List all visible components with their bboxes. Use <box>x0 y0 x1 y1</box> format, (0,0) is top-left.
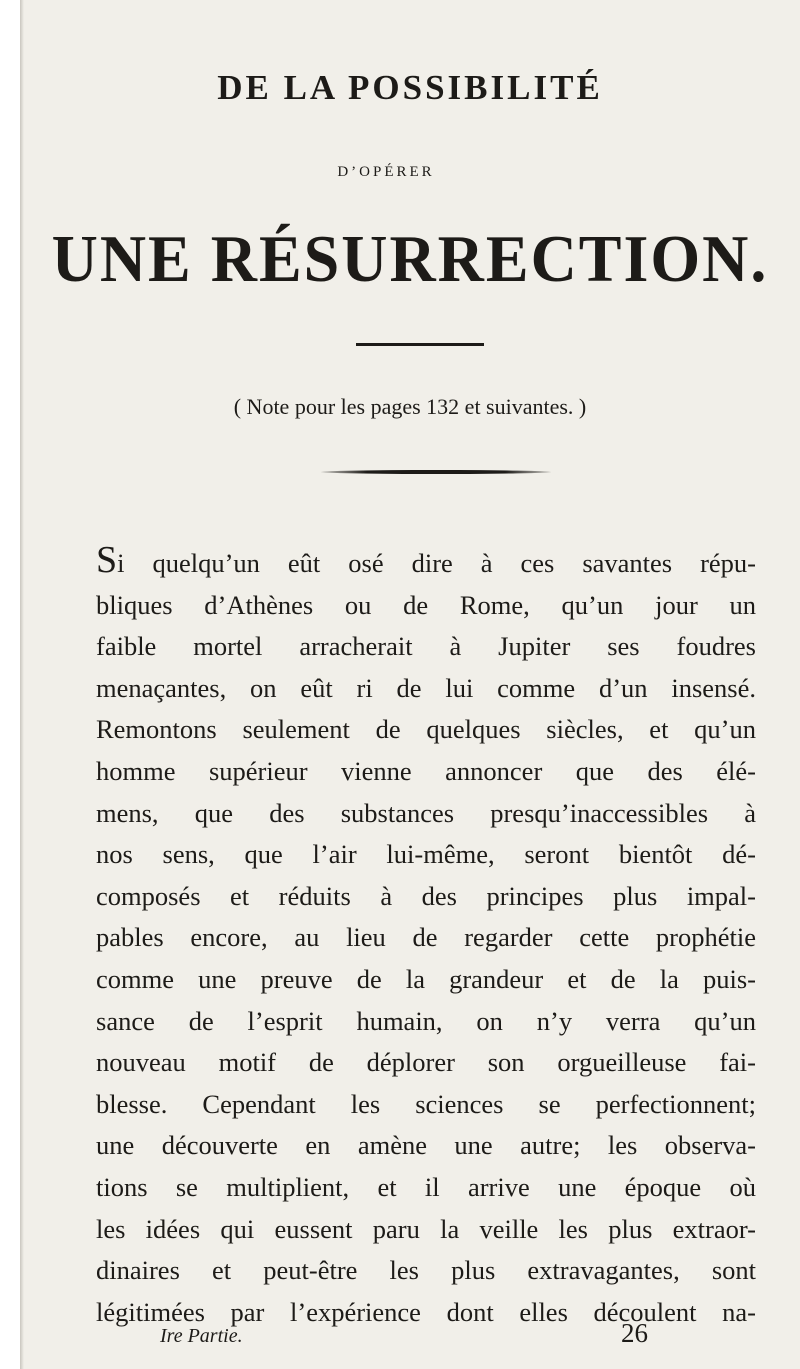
ornamental-rule <box>321 470 551 474</box>
body-line: une découverte en amène une autre; les observa- <box>96 1130 756 1161</box>
body-line: pables encore, au lieu de regarder cette prophétie <box>96 922 756 953</box>
page-number: 26 <box>621 1318 648 1348</box>
signature-mark: Ire Partie. <box>160 1325 243 1347</box>
body-line: les idées qui eussent paru la veille les plus extraor- <box>96 1213 756 1244</box>
body-paragraph <box>96 540 756 1333</box>
body-line: blesse. Cependant les sciences se perfectionnent; <box>96 1088 756 1119</box>
body-line: mens, que des substances presqu’inaccessibles à <box>96 797 756 828</box>
book-page <box>20 0 800 1369</box>
note-reference: ( Note pour les pages 132 et suivantes. ) <box>233 394 587 419</box>
body-line: tions se multiplient, et il arrive une époque où <box>96 1171 756 1202</box>
title-divider <box>356 343 484 346</box>
title-line-doperer: D’OPÉRER <box>337 164 435 180</box>
body-line: faible mortel arracherait à Jupiter ses foudres <box>96 631 756 662</box>
body-line: bliques d’Athènes ou de Rome, qu’un jour un <box>96 589 756 620</box>
body-line: composés et réduits à des principes plus impal- <box>96 880 756 911</box>
initial-letter: S <box>96 539 118 581</box>
body-line: Si quelqu’un eût osé dire à ces savantes répu- <box>96 539 756 581</box>
body-line: nos sens, que l’air lui-même, seront bientôt dé- <box>96 839 756 870</box>
body-line: légitimées par l’expérience dont elles découlent na- <box>96 1296 756 1327</box>
body-line: nouveau motif de déplorer son orgueilleuse fai- <box>96 1047 756 1078</box>
body-line: comme une preuve de la grandeur et de la puis- <box>96 963 756 994</box>
body-line: menaçantes, on eût ri de lui comme d’un insensé. <box>96 672 756 703</box>
title-line-resurrection: UNE RÉSURRECTION. <box>51 221 769 296</box>
body-line: sance de l’esprit humain, on n’y verra qu’un <box>96 1005 756 1036</box>
title-line-possibilite: DE LA POSSIBILITÉ <box>217 68 603 107</box>
body-line: dinaires et peut-être les plus extravagantes, sont <box>96 1255 756 1286</box>
body-line: homme supérieur vienne annoncer que des élé- <box>96 755 756 786</box>
body-line: Remontons seulement de quelques siècles, et qu’un <box>96 714 756 745</box>
